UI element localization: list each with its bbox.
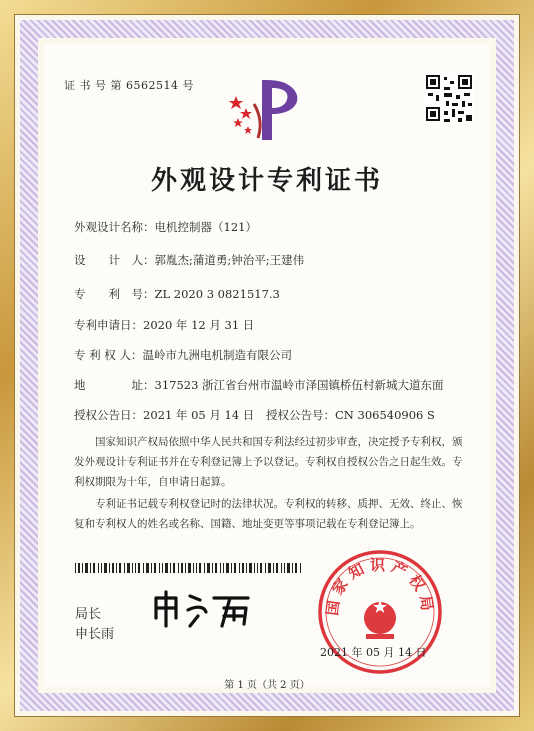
legal-note: 专利证书记载专利权登记时的法律状况。专利权的转移、质押、无效、终止、恢复和专利权人的姓名或名称、国籍、地址变更等事项记载在专利登记簿上。: [74, 498, 463, 530]
cnipa-logo-icon: [224, 74, 310, 144]
field-grant-date: 授权公告日：2021 年 05 月 14 日: [74, 408, 255, 422]
grant-statement: 国家知识产权局依照中华人民共和国专利法经过初步审查，决定授予专利权，颁发外观设计专利证书并在专利登记簿上予以登记。专利权自授权公告之日起生效。专利权期限为十年，自申请日起算。: [74, 436, 463, 488]
certificate-title: 外观设计专利证书: [150, 166, 383, 196]
field-application-date: 专利申请日：2020 年 12 月 31 日: [74, 318, 255, 332]
field-design-name: 外观设计名称：电机控制器（121）: [74, 220, 257, 234]
field-address: 地 址：317523 浙江省台州市温岭市泽国镇桥伍村新城大道东面: [74, 378, 444, 392]
director-name: 申长雨: [75, 627, 115, 642]
field-patentee: 专 利 权 人：温岭市九洲电机制造有限公司: [74, 348, 292, 362]
field-designers: 设 计 人：郭胤杰;蒲道勇;钟治平;王建伟: [74, 253, 305, 267]
seal-text: 国家知识产权局: [323, 556, 437, 617]
page-number: 第 1 页（共 2 页）: [224, 680, 310, 691]
director-title: 局长: [75, 607, 102, 622]
seal-date: 2021 年 05 月 14 日: [320, 646, 427, 659]
barcode-icon: [75, 563, 303, 573]
field-patent-number: 专 利 号：ZL 2020 3 0821517.3: [74, 287, 280, 301]
field-grant-number: 授权公告号：CN 306540906 S: [266, 408, 435, 422]
director-signature-icon: [150, 588, 260, 630]
qr-code-icon: [424, 73, 474, 131]
certificate-number: 证 书 号 第 6562514 号: [64, 79, 194, 92]
